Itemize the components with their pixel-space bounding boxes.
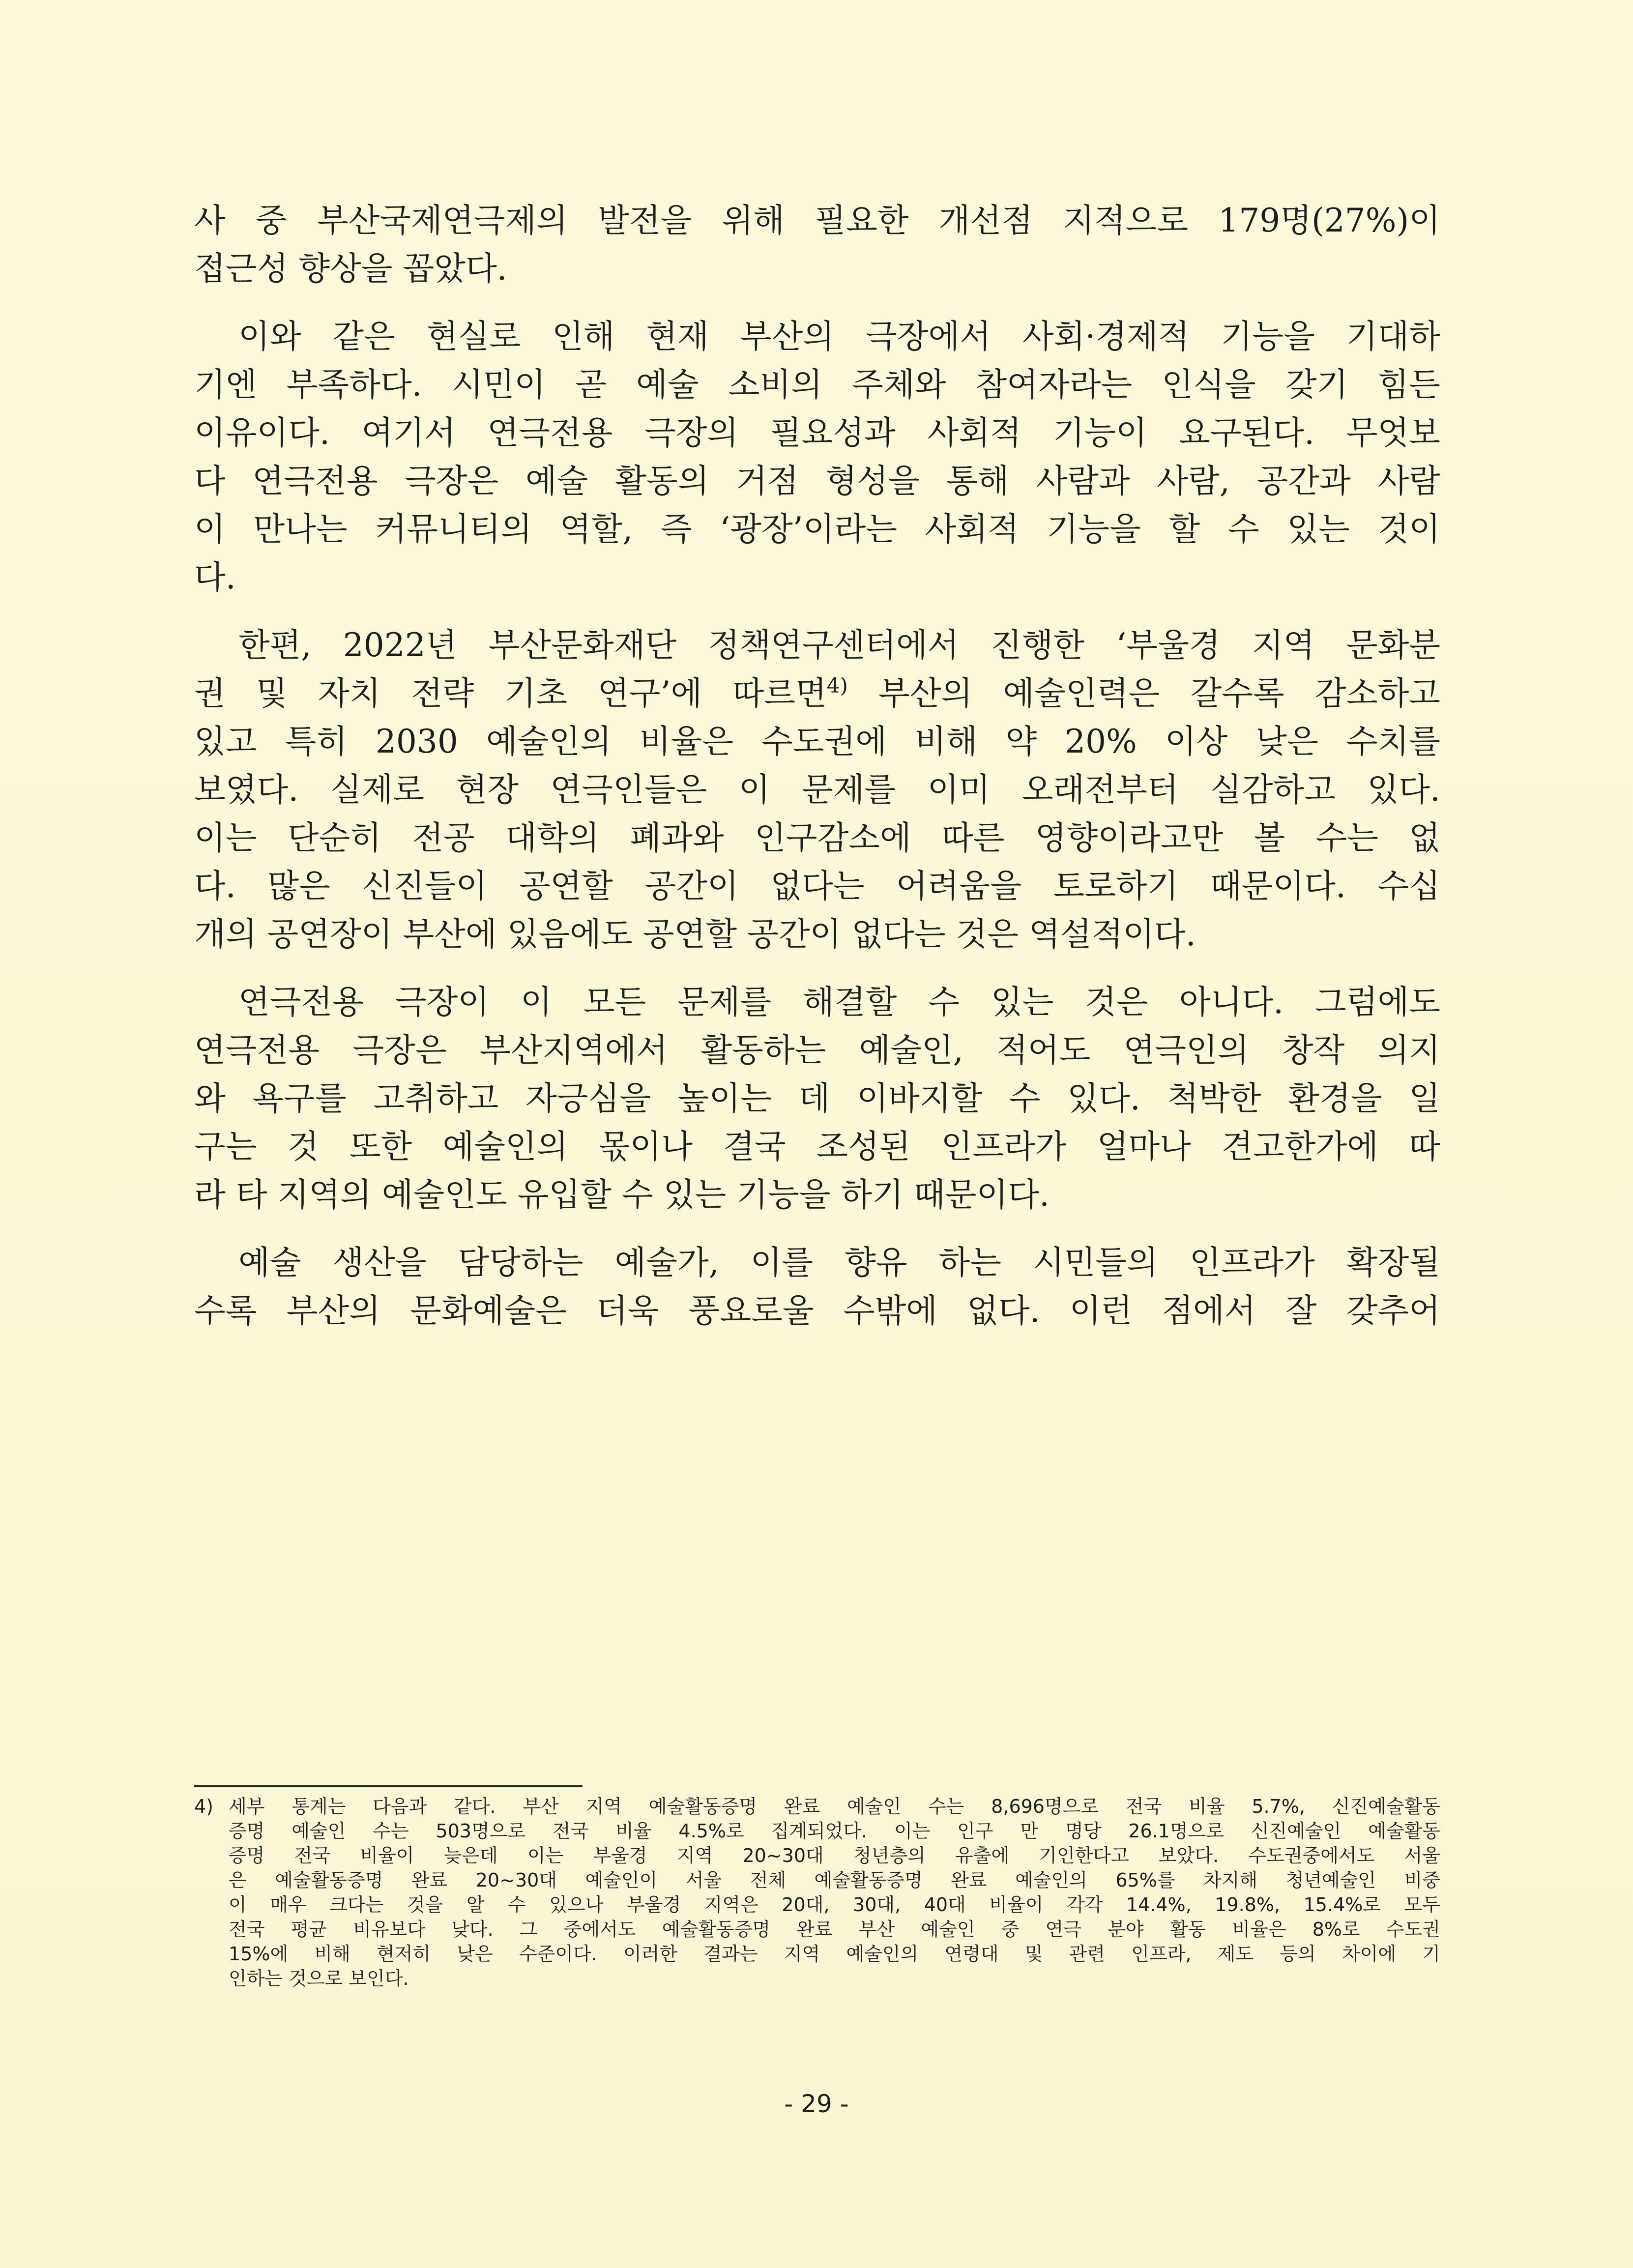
footnote-line: 15%에 비해 현저히 낮은 수준이다. 이러한 결과는 지역 예술인의 연령대 및 관련 인프라, 제도 등의 차이에 기 [229, 1943, 1440, 1965]
body-line-with-footnote [194, 669, 1440, 718]
body-line: 기엔 부족하다. 시민이 곧 예술 소비의 주체와 참여자라는 인식을 갖기 힘든 [194, 366, 1440, 404]
body-line: 이는 단순히 전공 대학의 폐과와 인구감소에 따른 영향이라고만 볼 수는 없 [194, 819, 1440, 857]
body-line: 개의 공연장이 부산에 있음에도 공연할 공간이 없다는 것은 역설적이다. [194, 915, 1196, 953]
footnote-line: 증명 예술인 수는 503명으로 전국 비율 4.5%로 집계되었다. 이는 인구 만 명당 26.1명으로 신진예술인 예술활동 [229, 1820, 1440, 1842]
body-line: 수록 부산의 문화예술은 더욱 풍요로울 수밖에 없다. 이런 점에서 잘 갖추어 [194, 1292, 1440, 1330]
body-line: 와 욕구를 고취하고 자긍심을 높이는 데 이바지할 수 있다. 척박한 환경을 일 [194, 1079, 1440, 1117]
page-number: - 29 - [784, 2090, 849, 2118]
body-line: 다. 많은 신진들이 공연할 공간이 없다는 어려움을 토로하기 때문이다. 수십 [194, 867, 1440, 905]
footnote-line: 증명 전국 비율이 늦은데 이는 부울경 지역 20~30대 청년층의 유출에 기인한다고 보았다. 수도권중에서도 서울 [229, 1845, 1440, 1866]
body-line: 다 연극전용 극장은 예술 활동의 거점 형성을 통해 사람과 사람, 공간과 사람 [194, 462, 1440, 500]
footnote-number: 4) [194, 1796, 214, 1817]
body-line: 보였다. 실제로 현장 연극인들은 이 문제를 이미 오래전부터 실감하고 있다. [194, 771, 1440, 809]
footnote-line: 인하는 것으로 보인다. [229, 1968, 409, 1989]
body-line: 이유이다. 여기서 연극전용 극장의 필요성과 사회적 기능이 요구된다. 무엇보 [194, 414, 1440, 452]
footnote-line-text: 세부 통계는 다음과 같다. 부산 지역 예술활동증명 완료 예술인 수는 8,696명으로 전국 비율 5.7%, 신진예술활동 [229, 1796, 1440, 1817]
body-line: 예술 생산을 담당하는 예술가, 이를 향유 하는 시민들의 인프라가 확장될 [238, 1244, 1440, 1281]
body-line: 접근성 향상을 꼽았다. [194, 250, 507, 288]
body-line: 구는 것 또한 예술인의 몫이나 결국 조성된 인프라가 얼마나 견고한가에 따 [194, 1128, 1440, 1165]
body-line: 연극전용 극장이 이 모든 문제를 해결할 수 있는 것은 아니다. 그럼에도 [238, 983, 1440, 1021]
body-line-text: 권 및 자치 전략 기초 연구’에 따르면 [194, 674, 827, 712]
footnote [194, 1794, 1440, 1991]
body-line: 이 만나는 커뮤니티의 역할, 즉 ‘광장’이라는 사회적 기능을 할 수 있는 것이 [194, 510, 1440, 548]
footnote-line: 은 예술활동증명 완료 20~30대 예술인이 서울 전체 예술활동증명 완료 예술인의 65%를 차지해 청년예술인 비중 [229, 1869, 1440, 1891]
body-line: 있고 특히 2030 예술인의 비율은 수도권에 비해 약 20% 이상 낮은 수치를 [194, 723, 1440, 760]
body-line: 다. [194, 558, 236, 596]
body-text [194, 197, 1440, 1335]
footnote-line: 전국 평균 비유보다 낮다. 그 중에서도 예술활동증명 완료 부산 예술인 중 연극 분야 활동 비율은 8%로 수도권 [229, 1919, 1440, 1940]
footnote-line: 이 매우 크다는 것을 알 수 있으나 부울경 지역은 20대, 30대, 40대 비율이 각각 14.4%, 19.8%, 15.4%로 모두 [229, 1894, 1440, 1916]
body-line: 연극전용 극장은 부산지역에서 활동하는 예술인, 적어도 연극인의 창작 의지 [194, 1031, 1440, 1069]
footnote-reference: 4) [826, 673, 848, 698]
footnote-separator [194, 1785, 583, 1787]
body-line-text: 부산의 예술인력은 갈수록 감소하고 [847, 674, 1440, 712]
body-line: 한편, 2022년 부산문화재단 정책연구센터에서 진행한 ‘부울경 지역 문화분 [238, 626, 1440, 664]
body-line: 이와 같은 현실로 인해 현재 부산의 극장에서 사회·경제적 기능을 기대하 [238, 318, 1440, 355]
body-line: 라 타 지역의 예술인도 유입할 수 있는 기능을 하기 때문이다. [194, 1176, 1050, 1214]
footnote-line [194, 1794, 1440, 1819]
body-line: 사 중 부산국제연극제의 발전을 위해 필요한 개선점 지적으로 179명(27%)이 [194, 202, 1440, 239]
